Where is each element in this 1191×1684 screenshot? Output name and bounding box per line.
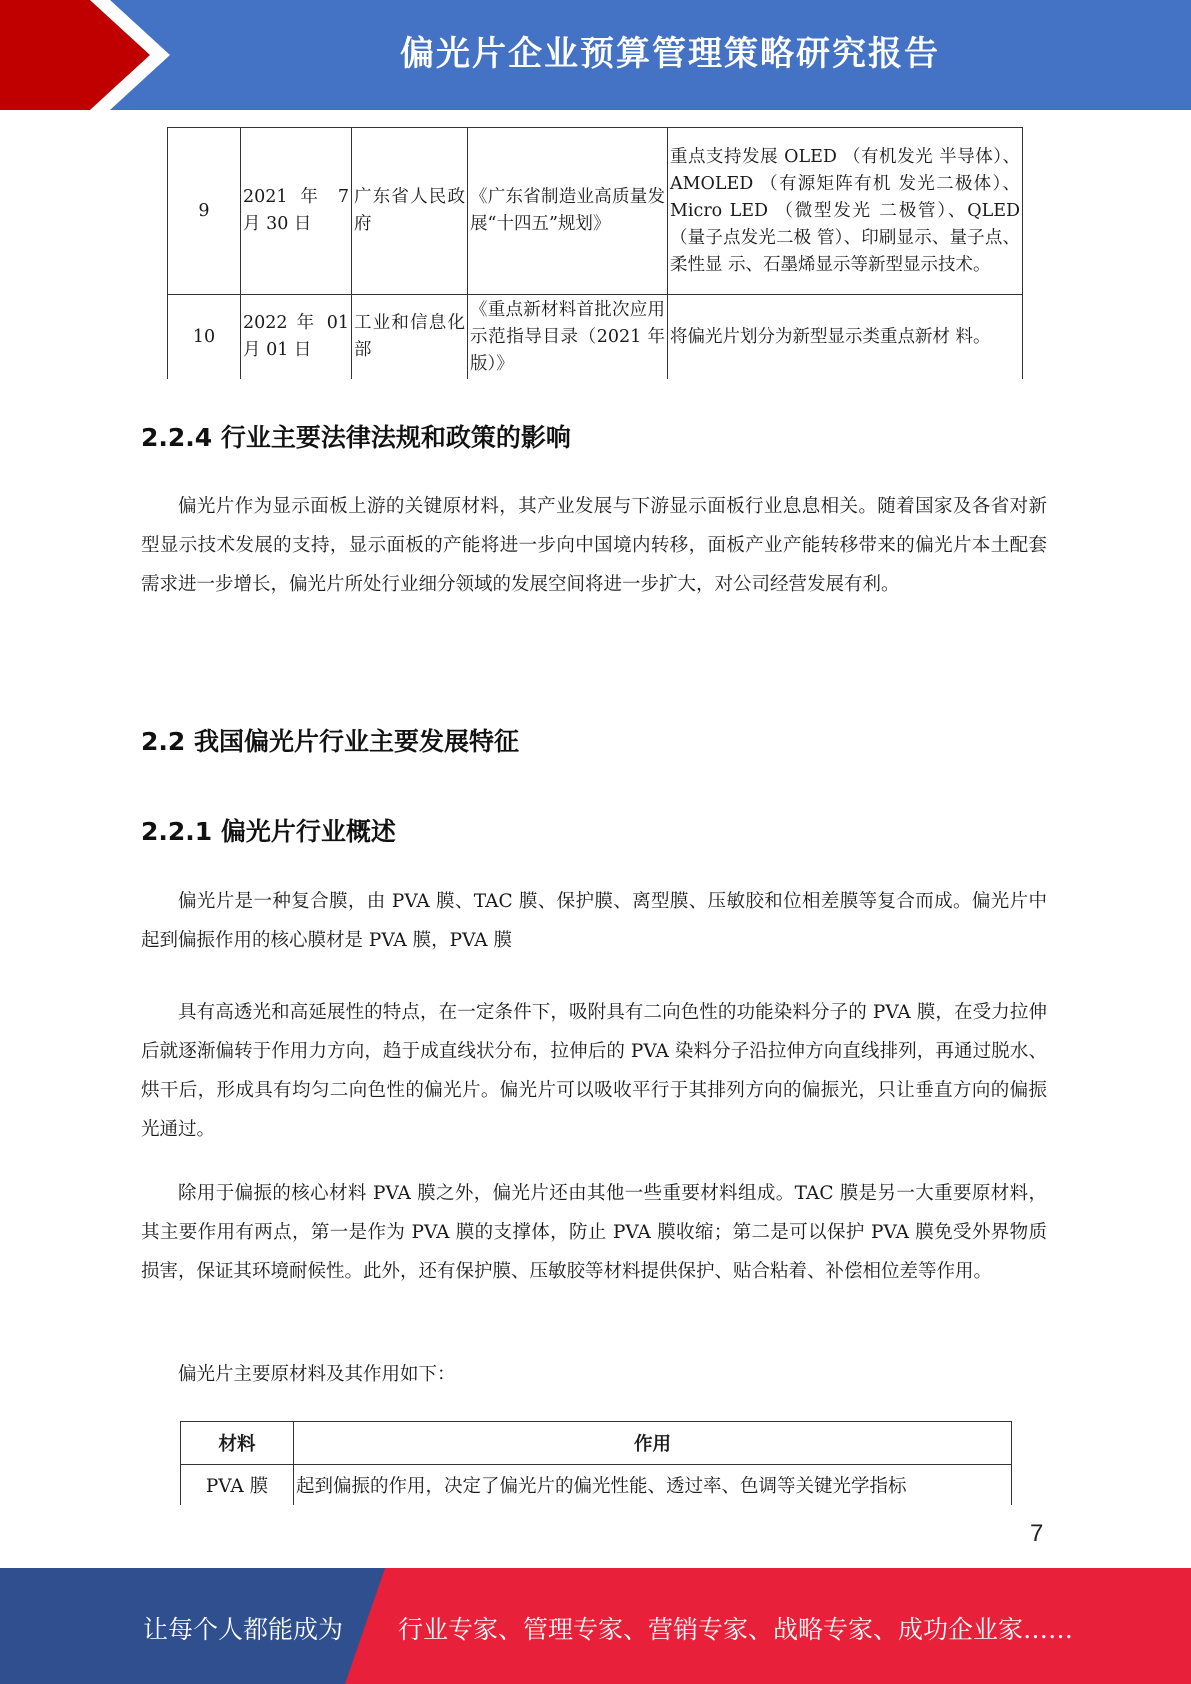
policy-document: 《广东省制造业高质量发展“十四五”规划》 [468, 128, 668, 295]
section-paragraph: 偏光片主要原材料及其作用如下： [178, 1364, 456, 1385]
report-title: 偏光片企业预算管理策略研究报告 [400, 34, 940, 74]
issue-date: 2022 年 01 月 01 日 [241, 295, 352, 380]
section-heading-2-2: 2.2 我国偏光片行业主要发展特征 [141, 727, 519, 756]
table-header-row [181, 1422, 1012, 1465]
policy-content: 将偏光片划分为新型显示类重点新材 料。 [668, 295, 1023, 380]
table-row [181, 1465, 1012, 1506]
policy-table [167, 127, 1023, 379]
section-heading-2-2-4: 2.2.4 行业主要法律法规和政策的影响 [141, 423, 571, 452]
issuing-department: 广东省人民政府 [352, 128, 468, 295]
issuing-department: 工业和信息化部 [352, 295, 468, 380]
issue-date: 2021 年 7 月 30 日 [241, 128, 352, 295]
footer-slogan-left: 让每个人都能成为 [143, 1615, 344, 1644]
section-paragraph: 具有高透光和高延展性的特点，在一定条件下，吸附具有二向色性的功能染料分子的 PVA 膜，在受力拉伸后就逐渐偏转于作用力方向，趋于成直线状分布，拉伸后的 PVA 染料分子沿拉伸方向直线排列，再通过脱水、烘干后，形成具有均匀二向色性的偏光片。偏光片可以吸收平行于其排列方向的偏振光，只让垂直方向的偏振光通过。 [141, 1002, 1047, 1140]
table-row [168, 128, 1023, 295]
material-use: 起到偏振的作用，决定了偏光片的偏光性能、透过率、色调等关键光学指标 [294, 1465, 1012, 1506]
column-header-use: 作用 [294, 1422, 1012, 1465]
material-name: PVA 膜 [181, 1465, 294, 1506]
row-number: 9 [168, 128, 241, 295]
section-paragraph: 除用于偏振的核心材料 PVA 膜之外，偏光片还由其他一些重要材料组成。TAC 膜是另一大重要原材料，其主要作用有两点，第一是作为 PVA 膜的支撑体，防止 PVA 膜收缩；第二是可以保护 PVA 膜免受外界物质损害，保证其环境耐候性。此外，还有保护膜、压敏胶等材料提供保护、贴合粘着、补偿相位差等作用。 [141, 1183, 1047, 1282]
page-number: 7 [1030, 1520, 1044, 1547]
policy-document: 《重点新材料首批次应用示范指导目录（2021 年版）》 [468, 295, 668, 380]
column-header-material: 材料 [181, 1422, 294, 1465]
footer-slogan-right: 行业专家、管理专家、营销专家、战略专家、成功企业家…… [398, 1615, 1074, 1644]
materials-table [180, 1421, 1012, 1505]
section-paragraph: 偏光片作为显示面板上游的关键原材料，其产业发展与下游显示面板行业息息相关。随着国家及各省对新型显示技术发展的支持，显示面板的产能将进一步向中国境内转移，面板产业产能转移带来的偏光片本土配套需求进一步增长，偏光片所处行业细分领域的发展空间将进一步扩大，对公司经营发展有利。 [141, 496, 1047, 595]
section-heading-2-2-1: 2.2.1 偏光片行业概述 [141, 817, 396, 846]
table-row [168, 295, 1023, 380]
page-footer [0, 1568, 1191, 1684]
page-header [0, 0, 1191, 110]
row-number: 10 [168, 295, 241, 380]
section-paragraph: 偏光片是一种复合膜，由 PVA 膜、TAC 膜、保护膜、离型膜、压敏胶和位相差膜等复合而成。偏光片中起到偏振作用的核心膜材是 PVA 膜，PVA 膜 [141, 891, 1047, 951]
policy-content: 重点支持发展 OLED （有机发光 半导体）、AMOLED （有源矩阵有机 发光二极体）、Micro LED （微型发光 二极管）、QLED （量子点发光二极 管）、印刷显示、量子点、柔性显 示、石墨烯显示等新型显示技术。 [668, 128, 1023, 295]
